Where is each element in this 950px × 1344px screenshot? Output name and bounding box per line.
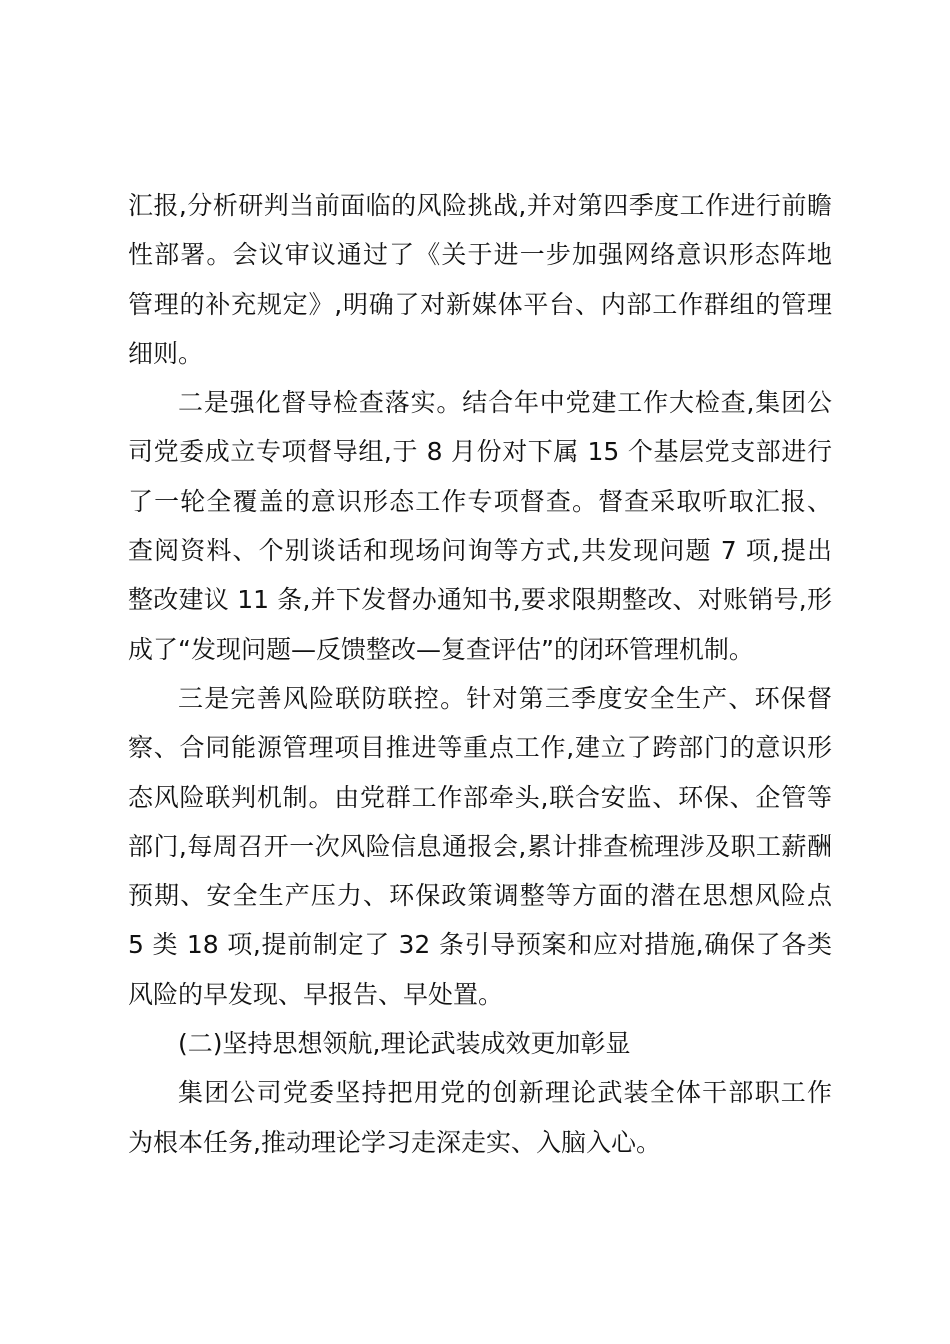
text-line: 态风险联判机制。由党群工作部牵头,联合安监、环保、企管等	[128, 782, 832, 812]
text-line: 二是强化督导检查落实。结合年中党建工作大检查,集团公	[178, 388, 832, 418]
text-line: 管理的补充规定》,明确了对新媒体平台、内部工作群组的管理	[128, 289, 832, 319]
text-line: 司党委成立专项督导组,于 8 月份对下属 15 个基层党支部进行	[128, 437, 832, 467]
text-line: 了一轮全覆盖的意识形态工作专项督查。督查采取听取汇报、	[128, 486, 832, 516]
text-line: 查阅资料、个别谈话和现场问询等方式,共发现问题 7 项,提出	[128, 536, 832, 566]
text-line: 5 类 18 项,提前制定了 32 条引导预案和应对措施,确保了各类	[128, 930, 832, 960]
text-line: 成了“发现问题—反馈整改—复查评估”的闭环管理机制。	[128, 634, 754, 664]
text-line: 为根本任务,推动理论学习走深走实、入脑入心。	[128, 1127, 661, 1157]
text-line: 汇报,分析研判当前面临的风险挑战,并对第四季度工作进行前瞻	[128, 191, 832, 220]
body-text	[128, 181, 832, 1167]
text-line: 预期、安全生产压力、环保政策调整等方面的潜在思想风险点	[128, 881, 832, 911]
text-line: 察、合同能源管理项目推进等重点工作,建立了跨部门的意识形	[128, 733, 832, 763]
text-line: 细则。	[128, 338, 204, 368]
text-line: 部门,每周召开一次风险信息通报会,累计排查梳理涉及职工薪酬	[128, 831, 832, 861]
text-line: 性部署。会议审议通过了《关于进一步加强网络意识形态阵地	[128, 240, 832, 270]
section-heading: (二)坚持思想领航,理论武装成效更加彰显	[178, 1029, 631, 1059]
text-line: 集团公司党委坚持把用党的创新理论武装全体干部职工作	[178, 1078, 832, 1108]
text-line: 风险的早发现、早报告、早处置。	[128, 979, 504, 1009]
text-line: 三是完善风险联防联控。针对第三季度安全生产、环保督	[178, 683, 832, 713]
text-line: 整改建议 11 条,并下发督办通知书,要求限期整改、对账销号,形	[128, 585, 832, 615]
